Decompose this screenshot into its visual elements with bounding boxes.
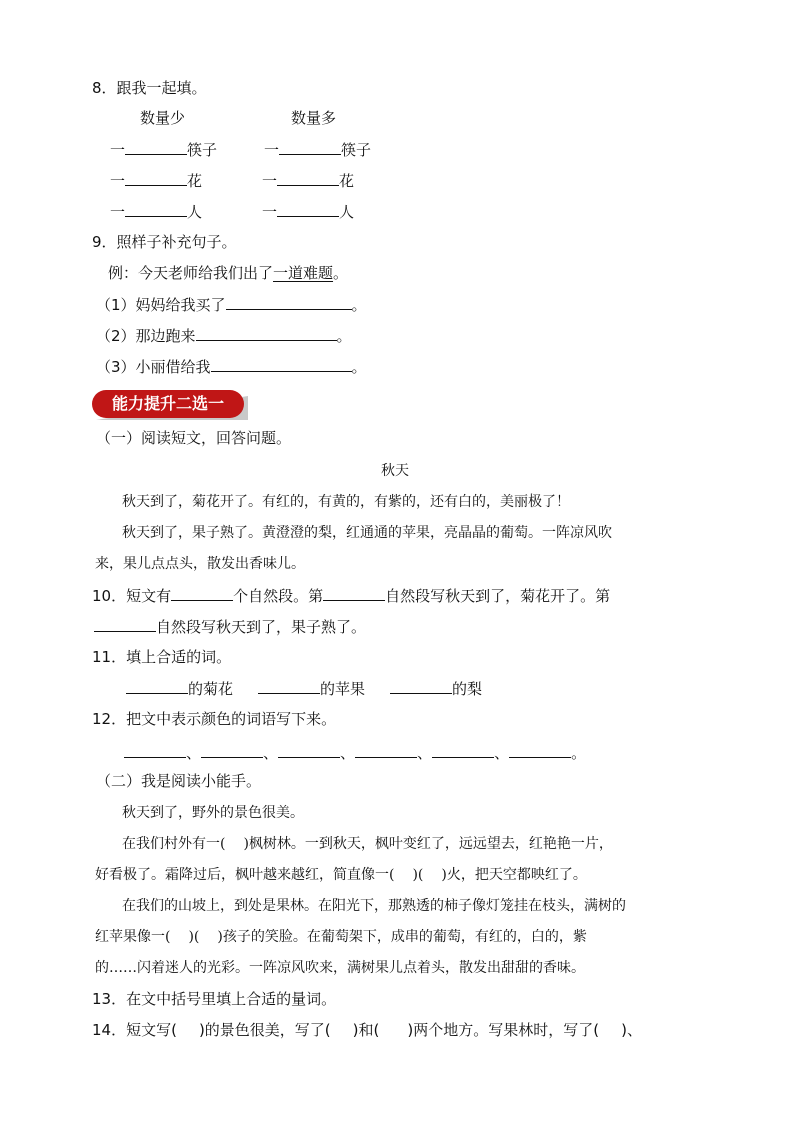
q9-example: 例：今天老师给我们出了一道难题。 [108,264,349,282]
passage-title: 秋天 [381,463,409,479]
q9-title: 9．照样子补充句子。 [92,233,237,251]
passage2-p2-line1: 在我们村外有一( )枫树林。一到秋天，枫叶变红了，远远望去，红艳艳一片， [122,836,613,852]
section-badge [92,390,248,420]
q11-title: 11．填上合适的词。 [92,648,232,666]
q10-line1: 10．短文有 个自然段。第 自然段写秋天到了，菊花开了。第 [92,587,611,605]
passage2-p3-line2: 红苹果像一( )( )孩子的笑脸。在葡萄架下，成串的葡萄，有红的，白的，紫 [95,929,587,945]
q11-item-3: 的梨 [390,678,482,699]
q11-item-1: 的菊花 [126,678,233,699]
q12-title: 12．把文中表示颜色的词语写下来。 [92,710,337,728]
q14-line: 14．短文写( )的景色很美，写了( )和( )两个地方。写果林时，写了( )、 [92,1021,642,1039]
q9-item-1: （1）妈妈给我买了 。 [96,296,367,314]
passage2-p2-line2: 好看极了。霜降过后，枫叶越来越红，简直像一( )( )火，把天空都映红了。 [95,867,587,883]
passage-p2-line1: 秋天到了，果子熟了。黄澄澄的梨，红通通的苹果，亮晶晶的葡萄。一阵凉风吹 [122,525,612,541]
q8-head-many: 数量多 [291,109,337,127]
q8-row-3-right: 一 人 [262,203,355,221]
q9-example-underlined: 一道难题 [273,264,334,282]
section-badge-label: 能力提升二选一 [111,394,224,413]
q8-row-1-right: 一 筷子 [264,141,372,159]
passage-p2-line2: 来，果儿点点头，散发出香味儿。 [95,556,305,572]
q13-title: 13．在文中括号里填上合适的量词。 [92,990,337,1008]
q9-item-3: （3）小丽借给我 。 [96,358,367,376]
q10-line2: 自然段写秋天到了，果子熟了。 [94,616,366,637]
q8-row-2-right: 一 花 [262,172,355,190]
passage2-p3-line1: 在我们的山坡上，到处是果林。在阳光下，那熟透的柿子像灯笼挂在枝头，满树的 [122,898,626,914]
q8-title: 8．跟我一起填。 [92,79,207,97]
passage-p1: 秋天到了，菊花开了。有红的，有黄的，有紫的，还有白的，美丽极了！ [122,494,570,510]
q8-row-3-left: 一 人 [110,203,203,221]
q11-item-2: 的苹果 [258,678,365,699]
part1-heading: （一）阅读短文，回答问题。 [96,429,292,447]
q8-head-few: 数量少 [140,109,186,127]
q8-row-2-left: 一 花 [110,172,203,190]
q8-row-1-left: 一 筷子 [110,141,218,159]
passage2-s1: 秋天到了，野外的景色很美。 [122,805,304,821]
q12-blanks: 、 、 、 、 、 。 [124,742,586,763]
q9-item-2: （2）那边跑来 。 [96,327,352,345]
part2-heading: （二）我是阅读小能手。 [96,772,262,790]
passage2-p3-line3: 的……闪着迷人的光彩。一阵凉风吹来，满树果儿点着头，散发出甜甜的香味。 [95,960,585,976]
